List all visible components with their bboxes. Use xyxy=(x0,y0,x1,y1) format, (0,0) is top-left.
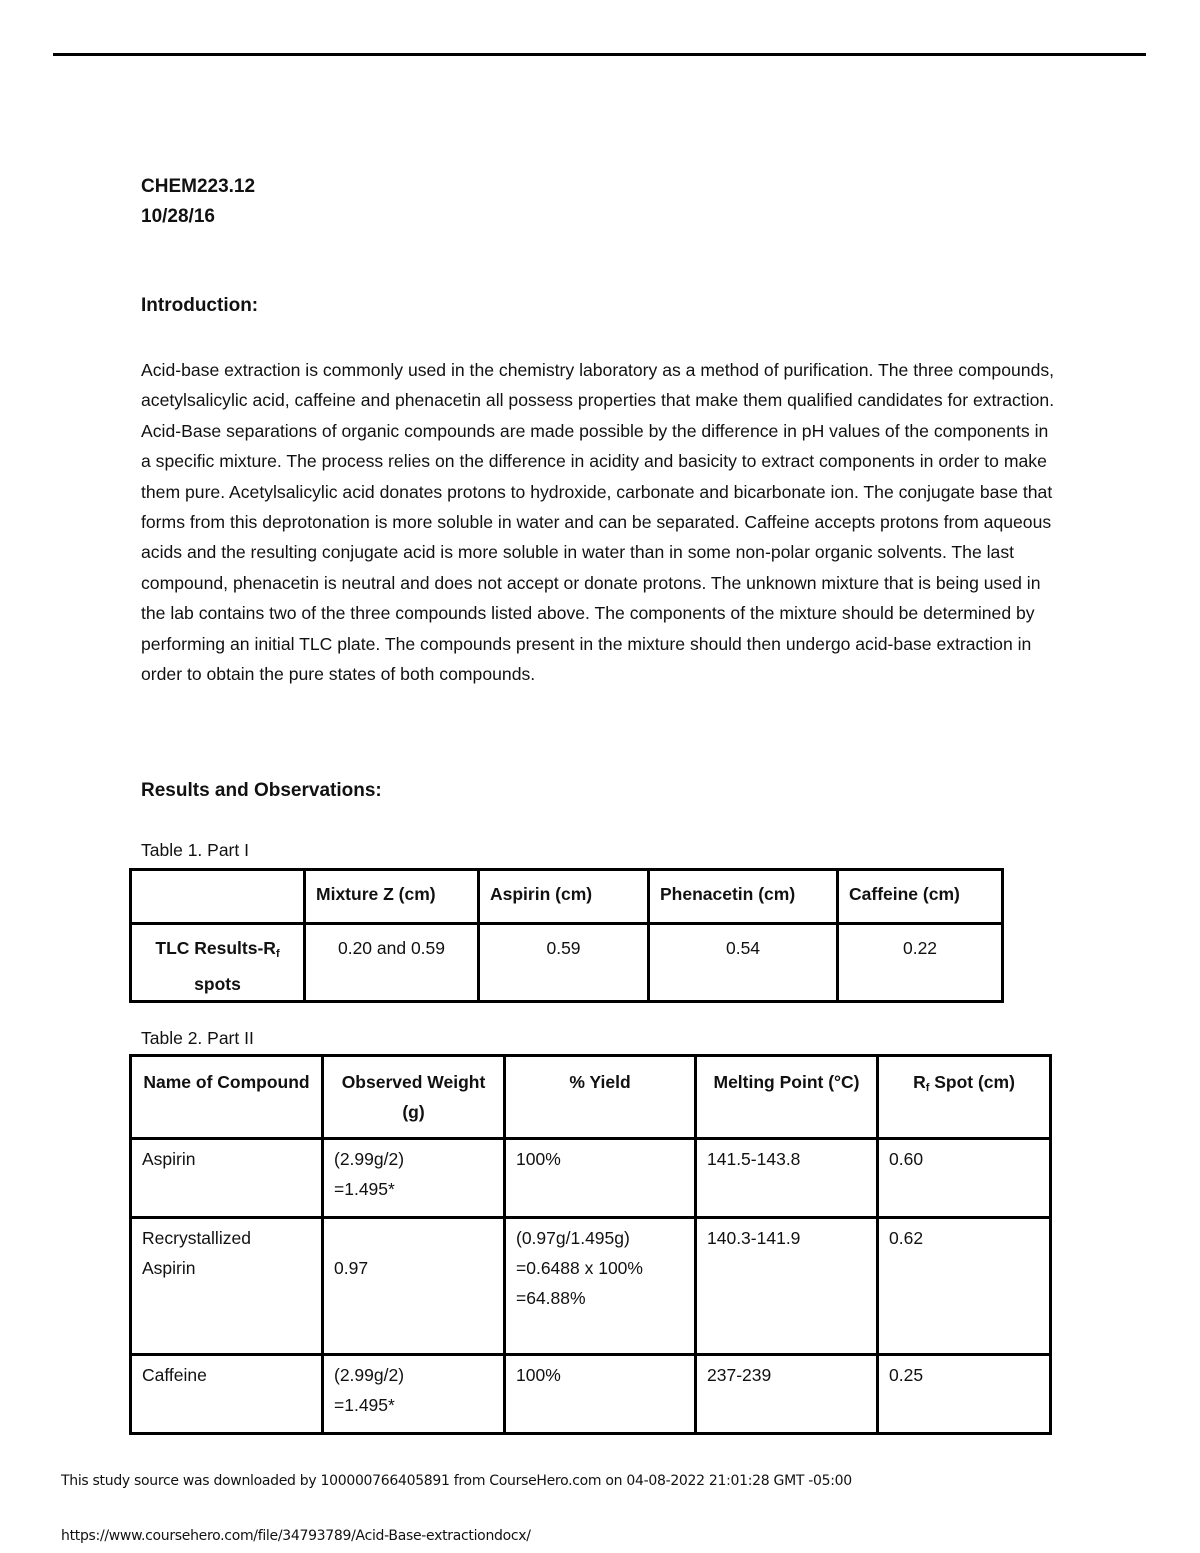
table-cell: 0.20 and 0.59 xyxy=(305,924,479,1002)
table-header-cell: Aspirin (cm) xyxy=(479,870,649,924)
table-row xyxy=(131,1355,1051,1434)
rf-unit: Spot (cm) xyxy=(929,1072,1015,1092)
cell-line: (2.99g/2) xyxy=(334,1149,405,1169)
table-header-row xyxy=(131,870,1003,924)
table-cell: 0.54 xyxy=(649,924,838,1002)
cell-line: =1.495* xyxy=(334,1179,395,1199)
row-label-subscript: f xyxy=(275,948,280,960)
course-code: CHEM223.12 xyxy=(141,176,256,197)
table-header-cell xyxy=(131,870,305,924)
table-row xyxy=(131,1218,1051,1355)
document-header xyxy=(141,172,255,232)
table-cell: 0.22 xyxy=(838,924,1003,1002)
download-notice: This study source was downloaded by 100000766405891 from CourseHero.com on 04-08-2022 21:01:28 GMT -05:00 xyxy=(61,1473,852,1489)
table-cell: 0.97 xyxy=(323,1218,505,1355)
table-row xyxy=(131,924,1003,1002)
table-header-cell: % Yield xyxy=(505,1056,696,1139)
table-cell: 100% xyxy=(505,1139,696,1218)
introduction-paragraph: Acid-base extraction is commonly used in the chemistry laboratory as a method of purification. The three compounds, acetylsalicylic acid, caffeine and phenacetin all possess properties that make them qualified candidates for extraction. Acid-Base separations of organic compounds are made possible by the difference in pH values of the components in a specific mixture. The process relies on the difference in acidity and basicity to extract components in order to make them pure. Acetylsalicylic acid donates protons to hydroxide, carbonate and bicarbonate ion. The conjugate base that forms from this deprotonation is more soluble in water and can be separated. Caffeine accepts protons from aqueous acids and the resulting conjugate acid is more soluble in water than in some non-polar organic solvents. The last compound, phenacetin is neutral and does not accept or donate protons. The unknown mixture that is being used in the lab contains two of the three compounds listed above. The components of the mixture should be determined by performing an initial TLC plate. The compounds present in the mixture should then undergo acid-base extraction in order to obtain the pure states of both compounds. xyxy=(141,360,1055,685)
table2-caption: Table 2. Part II xyxy=(141,1028,254,1048)
row-label: TLC Results-R xyxy=(155,938,276,958)
table-cell: 0.62 xyxy=(878,1218,1051,1355)
table-cell xyxy=(323,1139,505,1218)
table-header-cell: Melting Point (°C) xyxy=(696,1056,878,1139)
table-cell: Caffeine xyxy=(131,1355,323,1434)
top-divider xyxy=(53,53,1146,56)
table-cell: 0.25 xyxy=(878,1355,1051,1434)
extraction-results-table xyxy=(129,1054,1052,1435)
table-row xyxy=(131,1139,1051,1218)
table-cell xyxy=(131,1218,323,1355)
table-header-cell xyxy=(878,1056,1051,1139)
row-label-tail: spots xyxy=(194,974,241,994)
cell-line: =0.6488 x 100% xyxy=(516,1258,643,1278)
row-label-cell xyxy=(131,924,305,1002)
table-cell: 100% xyxy=(505,1355,696,1434)
cell-line: (2.99g/2) xyxy=(334,1365,405,1385)
table-header-cell: Name of Compound xyxy=(131,1056,323,1139)
table-cell: 237-239 xyxy=(696,1355,878,1434)
table-header-cell: Caffeine (cm) xyxy=(838,870,1003,924)
tlc-results-table xyxy=(129,868,1004,1003)
cell-line: Aspirin xyxy=(142,1258,196,1278)
table-cell: 141.5-143.8 xyxy=(696,1139,878,1218)
table-cell xyxy=(323,1355,505,1434)
results-heading: Results and Observations: xyxy=(141,780,382,801)
table-cell: 0.60 xyxy=(878,1139,1051,1218)
table-cell: 140.3-141.9 xyxy=(696,1218,878,1355)
table-header-cell: Observed Weight (g) xyxy=(323,1056,505,1139)
rf-letter: R xyxy=(913,1072,926,1092)
rf-subscript: f xyxy=(925,1082,930,1094)
table-cell: 0.59 xyxy=(479,924,649,1002)
source-url-link[interactable]: https://www.coursehero.com/file/34793789/Acid-Base-extractiondocx/ xyxy=(61,1528,531,1544)
cell-line: (0.97g/1.495g) xyxy=(516,1228,630,1248)
table-cell: Aspirin xyxy=(131,1139,323,1218)
table-header-cell: Phenacetin (cm) xyxy=(649,870,838,924)
cell-line: Recrystallized xyxy=(142,1228,251,1248)
introduction-heading: Introduction: xyxy=(141,295,259,316)
table1-caption: Table 1. Part I xyxy=(141,840,249,860)
cell-line: =1.495* xyxy=(334,1395,395,1415)
table-cell xyxy=(505,1218,696,1355)
cell-line: =64.88% xyxy=(516,1288,586,1308)
report-date: 10/28/16 xyxy=(141,206,215,227)
table-header-cell: Mixture Z (cm) xyxy=(305,870,479,924)
table-header-row xyxy=(131,1056,1051,1139)
